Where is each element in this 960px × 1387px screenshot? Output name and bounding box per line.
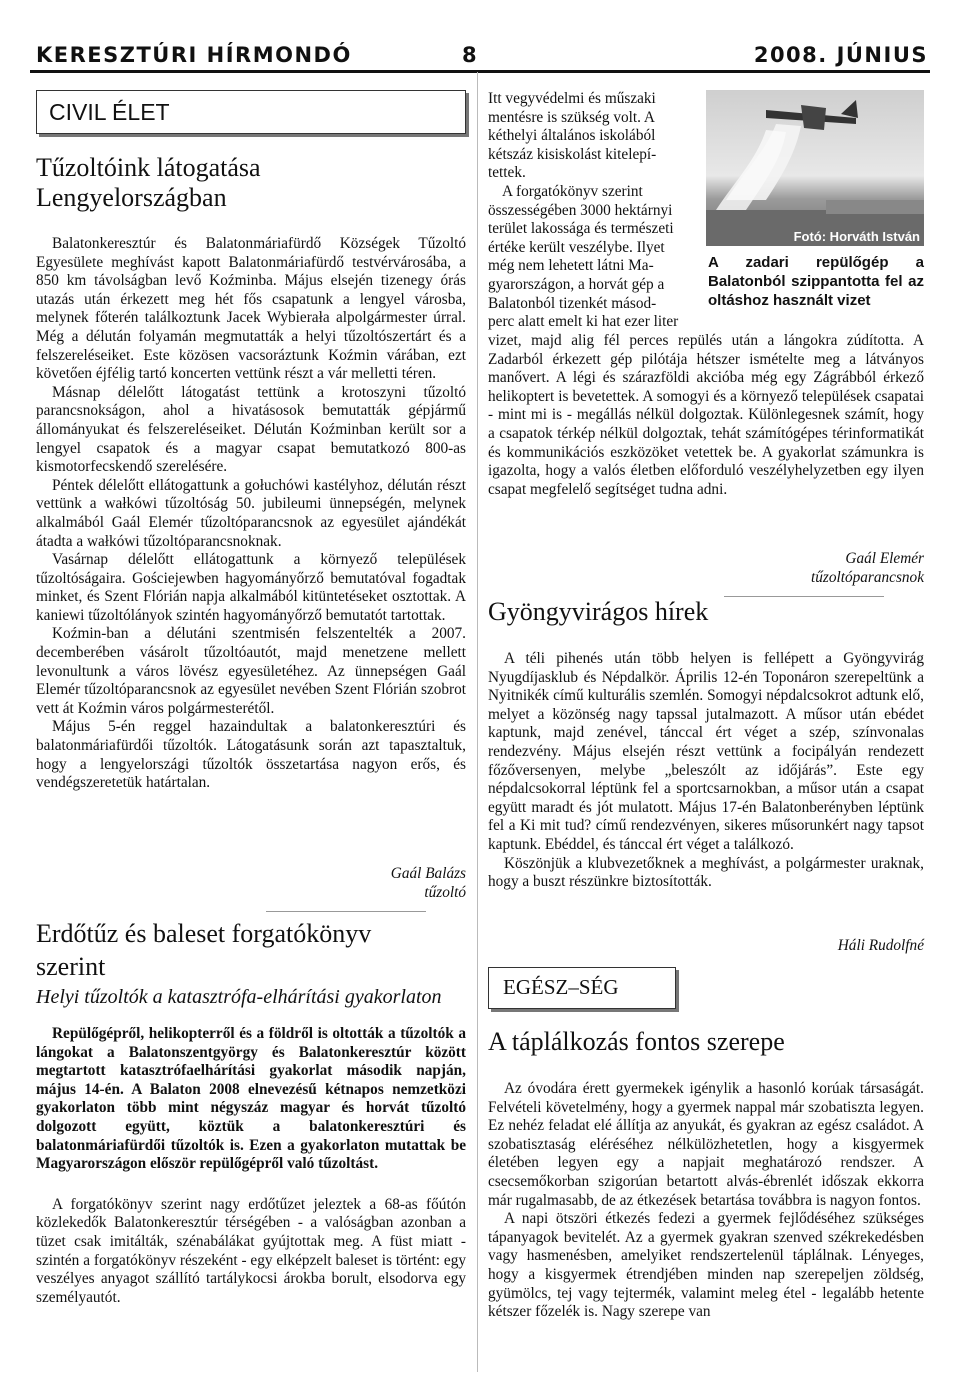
article1-title <box>36 153 466 213</box>
article3-signature: Háli Rudolfné <box>837 937 924 954</box>
continuation-line: mentésre is szükség volt. A <box>488 108 655 126</box>
article1-paragraph: Másnap délelőtt látogatást tettünk a krotoszyni tűzoltó parancsnokságon, ahol a hivatásosok bemutatták gépjármű állományukat és felszereléseiket. Délután Koźminban került sor a lengyel csapatok és a magyar csapat bemutatkozó 800-as kismotorfecskendő szerelésére. <box>36 383 466 476</box>
article2-paragraph: vizet, majd alig fél perces repülés után a lángokra zúdította. A Zadarból érkezett gép pilótája hétszer ismételte meg a látványos manővert. A légi és szárazföldi akcióba még egy Zágrábból érkező helikoptert is bevetettek. A somogyi és a környező települések csapatai - mint mi is - megállás nélkül dolgoztak. Különlegesnek számít, hogy a csapatok térkép nélkül dolgoztak, tehát számítógépes térinformatikát és kommunikációs eszközöket vetettek be. A gyakorlat számunkra is igazolta, hogy a valós életben előforduló veszélyhelyzetben egy ilyen csapat megfelelő segítséget tudna adni. <box>488 332 924 498</box>
signature-rule <box>266 911 426 912</box>
article2-title-line2: szerint <box>36 952 106 981</box>
article1-body <box>36 235 466 793</box>
article3-paragraph: A téli pihenés után több helyen is fellépett a Gyöngyvirág Nyugdíjasklub és Népdalkör. Április 12-én Toponáron szerepeltünk a Nyitnikék című kulturális szemlén. Somogyi népdalcsokrot adtunk elő, melyet a közönség nagy tapssal jutalmazott. A műsor után ebédet kaptunk, majd zenével, tánccal ért véget a szép, színvonalas rendezvény. Május elsején részt vettünk a focipályán rendezett főzőversenyen, melybe „beleszólt az időjárás”. Este egy népdalcsokorral léptünk fel a sportcsarnokban, a műsor után a csapat együtt maradt és jót mulatott. Május 17-én Balatonberényben léptünk fel a Ki mit tud? című rendezvényen, sikeres műsorunkért nagy tapsot kaptunk. Ebéddel, és tánccal ért véget a találkozó. <box>488 650 924 853</box>
continuation-line: összességében 3000 hektárnyi <box>488 201 673 219</box>
article1-paragraph: Koźmin-ban a délutáni szentmisén felszentelték a 2007. decemberében vásárolt tűzoltóautót, majd menetzene mellett levonultunk a város lövész egyesületéhez. Az ünnepségen Gaál Elemér tűzoltóparancsnok az egyesület nevében Szent Flórián szobrot vett át Koźmin város polgármesterétől. <box>36 625 466 717</box>
article4-paragraph: A napi ötszöri étkezés fedezi a gyermek fejlődéséhez szükséges tápanyagok bevitelét. Az a gyermek gyakran szenved székrekedésben vagy hasmenésben, amelyiket rendszertelenül táplálnak. Lényeges, hogy a kisgyermek étrendjében minden nap szerepeljen zöldség, gyümölcs, tej vagy tejtermék, valamint meleg étel - legalább hetente kétszer főzelék is. Nagy szerepe van <box>488 1210 924 1321</box>
article3-title: Gyöngyvirágos hírek <box>488 597 709 626</box>
section-label-text: EGÉSZ–SÉG <box>503 975 619 999</box>
article1-signature <box>236 865 466 902</box>
firefighting-plane-photo <box>706 90 924 246</box>
section-label-text: CIVIL ÉLET <box>49 99 170 125</box>
section-label-civil-elet <box>36 90 466 134</box>
continuation-line: gyarországon, a horvát gép a <box>488 275 665 293</box>
signature-role: tűzoltó <box>424 883 466 901</box>
article3-body <box>488 650 924 892</box>
article3-paragraph: Köszönjük a klubvezetőknek a meghívást, a polgármester uraknak, hogy a buszt részünkre biztosították. <box>488 854 924 891</box>
continuation-line: még nem lehetett látni Ma- <box>488 257 654 275</box>
article1-title-line2: Lengyelországban <box>36 183 227 212</box>
publication-name: KERESZTÚRI HÍRMONDÓ <box>36 43 352 67</box>
column-divider <box>477 72 478 1372</box>
continuation-line: A forgatókönyv szerint <box>502 182 643 200</box>
article2-lead: Repülőgépről, helikopterről és a földről is oltották a tűzoltók a lángokat a Balatonszentgyörgy és Balatonkeresztúr között megtartott katasztrófaelhárítási gyakorlat második napján, május 14-én. A Balaton 2008 elnevezésű kétnapos nemzetközi gyakorlaton több mint négyszáz magyar és horvát tűzoltó dolgozott együtt, köztük a balatonkeresztúri és balatonmáriafürdői tűzoltók is. Ezen a gyakorlaton mutattak be Magyarországon először repülőgépről való tűzoltást. <box>36 1025 466 1173</box>
signature-name: Gaál Balázs <box>390 865 466 882</box>
article1-paragraph: Vasárnap délelőtt ellátogattunk a környező települések tűzoltóságaira. Gościejewben hagyományőrző bemutatóval fogadtak minket, és Szent Flórián napja alkalmából kitüntetéseket osztottak. A kaniewi tűzoltólányok szintén hagyományőrző bemutatót tartottak. <box>36 551 466 624</box>
continuation-line: kéthelyi általános iskolából <box>488 127 656 145</box>
article1-paragraph: Péntek délelőtt ellátogattunk a gołuchówi kastélyhoz, délután részt vettünk a wałkówi tűzoltóság 50. jubileumi ünnepségén, melynek alkalmából Gaál Elemér tűzoltóparancsnok az egyesület ajándékát átadta a wałkówi tűzoltóparancsnoknak. <box>36 476 466 550</box>
issue-date: 2008. JÚNIUS <box>753 43 928 67</box>
article2-signature <box>694 550 924 587</box>
article1-title-line1: Tűzoltóink látogatása <box>36 153 261 182</box>
continuation-line: értéke került veszélybe. Ilyet <box>488 238 665 256</box>
photo-credit: Fotó: Horváth István <box>793 229 920 244</box>
continuation-line: Balatonból tizenkét másod- <box>488 294 657 312</box>
signature-name: Gaál Elemér <box>845 550 924 567</box>
article4-body <box>488 1080 924 1322</box>
article2-subtitle: Helyi tűzoltók a katasztrófa-elhárítási gyakorlaton <box>36 986 442 1008</box>
continuation-line: Itt vegyvédelmi és műszaki <box>488 90 656 107</box>
article1-paragraph: Május 5-én reggel hazaindultak a balatonkeresztúri és balatonmáriafürdői tűzoltók. Látogatásunk során azt tapasztaltuk, hogy a lengyelországi tűzoltók összetartása nagyon erős, és vendégszeretetük határtalan. <box>36 718 466 792</box>
article2-title <box>36 917 476 1009</box>
continuation-line: tettek. <box>488 164 526 182</box>
page-number: 8 <box>462 43 479 67</box>
article2-body-left <box>36 1025 466 1307</box>
article4-title: A táplálkozás fontos szerepe <box>488 1027 785 1056</box>
article2-paragraph: A forgatókönyv szerint nagy erdőtűzet jeleztek a 68-as főútón közlekedők Balatonkeresztúr térségében - a valóságban azonban a tüzet csak imitálták, szénabálákat gyújtottak meg. A füst miatt - szintén a forgatókönyv részeként - egy elképzelt baleset is történt: egy veszélyes anyagot szállító tartálykocsi árokba borult, elsodorva egy személyautót. <box>36 1195 466 1306</box>
article2-title-line1: Erdőtűz és baleset forgatókönyv <box>36 919 372 948</box>
section-label-egesz-seg <box>488 967 676 1009</box>
article2-continuation <box>488 90 698 332</box>
article2-body-right <box>488 332 924 499</box>
article4-paragraph: Az óvodára érett gyermekek igénylik a hasonló korúak társaságát. Felvételi követelmény, hogy a gyermek nappal már szobatiszta legyen. Ez nehéz feladat elé állítja az anyukát, és gyakran az egész családot. A szobatisztaság eléréséhez nélkülözhetetlen, hogy a kisgyermek életében legyen egy a napjait meghatározó rendszer. A csecsemőkorban szigorúan betartott alvás-ébrenlét időszak ekkorra már rugalmasabb, de az étkezések betartása továbbra is nagyon fontos. <box>488 1080 924 1209</box>
plane-illustration <box>706 90 924 246</box>
article1-paragraph: Balatonkeresztúr és Balatonmáriafürdő Községek Tűzoltó Egyesülete meghívást kapott Balatonmáriafürdő testvérvárosába, a 850 km távolságban levő Koźminba. Május elsején tizenegy órás utazás után érkezett meg hét fős csapatunk a lengyel városba, melynek főterén találkoztunk Jacek Wybierała alpolgármester úrral. Még a délután folyamán megmutatták a helyi tűzoltószertárt és a felszereléseiket. Este közösen vacsoráztunk Koźmin várában, ezt követően éjfélig tartó koncerten vettünk részt a vár melletti téren. <box>36 235 466 383</box>
continuation-line: kétszáz kisiskolást kitelepí- <box>488 145 657 163</box>
continuation-line: terület lakossága és természeti <box>488 220 674 238</box>
signature-role: tűzoltóparancsnok <box>810 568 924 586</box>
photo-caption: A zadari repülőgép a Balatonból szippantotta fel az oltáshoz használt vizet <box>708 254 924 309</box>
continuation-line: perc alatt emelt ki hat ezer liter <box>488 313 679 331</box>
header-rule <box>30 70 930 73</box>
